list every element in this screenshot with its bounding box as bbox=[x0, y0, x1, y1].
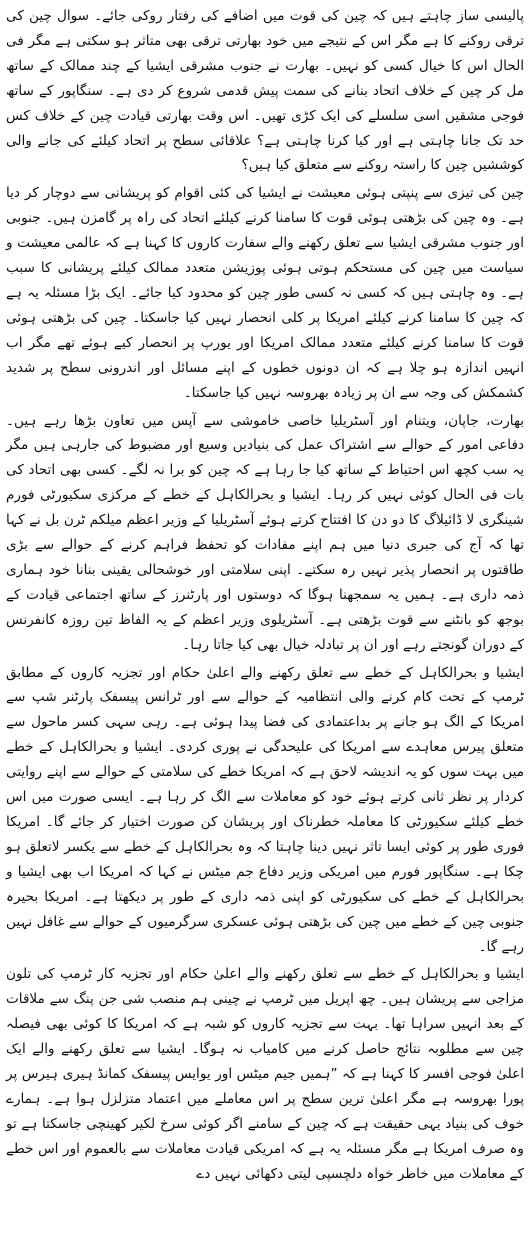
article-paragraph-2: چین کی تیزی سے پنپتی ہوئی معیشت نے ایشیا کی کئی اقوام کو پریشانی سے دوچار کر دیا ہے۔ وہ چین کی بڑھتی ہوئی قوت کا سامنا کرنے کیلئے اتحاد کی راہ پر گامزن ہیں۔ جنوبی اور جنوب مشرقی ایشیا سے تعلق رکھنے والے سفارت کاروں کا کہنا ہے کہ عالمی معیشت و سیاست میں چین کی مستحکم ہوتی ہوئی پوزیشن متعدد ممالک کیلئے پریشانی کا سبب ہے۔ وہ چاہتی ہیں کہ کسی نہ کسی طور چین کو محدود کیا جائے۔ ایک بڑا مسئلہ یہ ہے کہ چین کا سامنا کرنے کیلئے امریکا پر کلی انحصار نہیں کیا جاسکتا۔ چین کی بڑھتی ہوئی قوت کا سامنا کرنے کیلئے متعدد ممالک امریکا اور یورپ پر انحصار کیے ہوئے تھے مگر اب انہیں اندازہ ہو چلا ہے کہ ان دونوں خطوں کے اپنے مسائل اور اندرونی سطح پر شدید کشمکش کی وجہ سے ان پر زیادہ بھروسہ نہیں کیا جاسکتا۔ bbox=[6, 185, 524, 401]
article-paragraph-5: ایشیا و بحرالکاہل کے خطے سے تعلق رکھنے والے اعلیٰ حکام اور تجزیہ کار ٹرمپ کی تلون مزاجی سے پریشان ہیں۔ چھ اپریل میں ٹرمپ نے چینی ہم منصب شی جن پنگ سے ملاقات کے بعد انہیں سراہا تھا۔ بہت سے تجزیہ کاروں کو شبہ ہے کہ امریکا کا کوئی بھی فیصلہ چین سے مطلوبہ نتائج حاصل کرنے میں کامیاب نہ ہوگا۔ ایشیا سے تعلق رکھنے والے ایک اعلیٰ فوجی افسر کا کہنا ہے کہ ”ہمیں جیم میٹس اور یوایس پیسفک کمانڈ ہیری ہیرس پر پورا بھروسہ ہے مگر اعلیٰ ترین سطح پر اس معاملے میں اعتماد متزلزل ہوا ہے۔ ہمارے خوف کی بنیاد یہی حقیقت ہے کہ چین کے سامنے اگر کوئی سرخ لکیر کھینچی جاسکتا ہے تو وہ صرف امریکا ہے مگر مسئلہ یہ ہے کہ امریکی قیادت معاملات سے بالعموم اور اس خطے کے معاملات میں خاطر خواہ دلچسپی لیتی دکھائی نہیں دے bbox=[6, 966, 524, 1182]
article-paragraph-4: ایشیا و بحرالکاہل کے خطے سے تعلق رکھنے والے اعلیٰ حکام اور تجزیہ کاروں کے مطابق ٹرمپ کے تحت کام کرنے والی انتظامیہ کے حوالے سے اور ٹرانس پیسفک پارٹنر شپ سے امریکا کے الگ ہو جانے پر بداعتمادی کی فضا پیدا ہوئی ہے۔ رہی سہی کسر ماحول سے متعلق پیرس معاہدے سے امریکا کی علیحدگی نے پوری کردی۔ ایشیا و بحرالکاہل کے خطے میں بہت سوں کو یہ اندیشہ لاحق ہے کہ امریکا خطے کی سلامتی کے حوالے سے اپنے روایتی کردار پر نظر ثانی کرتے ہوئے خود کو معاملات سے الگ کر رہا ہے۔ ایسی صورت میں اس خطے کیلئے سکیورٹی کا معاملہ خطرناک اور پریشان کن صورت اختیار کر جائے گا۔ امریکا فوری طور پر کوئی ایسا تاثر نہیں دینا چاہتا کہ وہ بحرالکاہل کے خطے سے یکسر لاتعلق ہو چکا ہے۔ سنگاپور فورم میں امریکی وزیر دفاع جم میٹس نے کہا کہ امریکا اب بھی ایشیا و بحرالکاہل کے خطے کی سکیورٹی کو اپنی ذمہ داری کے طور پر دیکھتا ہے۔ امریکا بحیرہ جنوبی چین کے خطے میں چین کی بڑھتی ہوئی عسکری سرگرمیوں کے حوالے سے غافل نہیں رہے گا۔ bbox=[6, 664, 524, 955]
article-paragraph-1: پالیسی ساز چاہتے ہیں کہ چین کی قوت میں اضافے کی رفتار روکی جائے۔ سوال چین کی ترقی روکنے کا ہے مگر اس کے نتیجے میں خود بھارتی ترقی بھی متاثر ہو سکتی ہے مگر فی الحال اس کا خیال کسی کو نہیں۔ بھارت نے جنوب مشرقی ایشیا کے چند ممالک کے ساتھ مل کر چین کے خلاف اتحاد بنانے کی سمت پیش قدمی شروع کر دی ہے۔ سنگاپور کے ساتھ فوجی مشقیں اسی سلسلے کی ایک کڑی تھیں۔ اس وقت بھارتی قیادت چین کے خلاف کس حد تک جانا چاہتی ہے اور کیا کرنا چاہتی ہے؟ علاقائی سطح پر اتحاد کیلئے کی جانے والی کوششیں چین کا راستہ روکنے سے متعلق کیا ہیں؟ bbox=[6, 8, 524, 174]
article-paragraph-3: بھارت، جاپان، ویتنام اور آسٹریلیا خاصی خاموشی سے آپس میں تعاون بڑھا رہے ہیں۔ دفاعی امور کے حوالے سے اشتراک عمل کی بنیادیں وسیع اور مضبوط کی جارہی ہیں مگر یہ سب کچھ اس احتیاط کے ساتھ کیا جا رہا ہے کہ چین کو برا نہ لگے۔ کسی بھی اتحاد کی بات فی الحال کوئی نہیں کر رہا۔ ایشیا و بحرالکاہل کے خطے کے مرکزی سکیورٹی فورم شینگری لا ڈائیلاگ کا دو دن کا افتتاح کرتے ہوئے آسٹریلیا کے وزیر اعظم میلکم ٹرن بل نے کہا تھا کہ آج کی جبری دنیا میں ہم اپنے مفادات کو تحفظ فراہم کرنے کے حوالے سے بڑی طاقتوں پر انحصار پذیر نہیں رہ سکتے۔ اپنی سلامتی اور خوشحالی یقینی بنانا خود ہماری ذمہ داری ہے۔ ہمیں یہ سمجھنا ہوگا کہ دوستوں اور پارٹنرز کے ساتھ اجتماعی قیادت کے بوجھ کو بانٹنے سے قوت بڑھتی ہے۔ آسٹریلوی وزیر اعظم کے یہ الفاظ تین روزہ کانفرنس کے دوران گونجتے رہے اور ان پر تبادلہ خیال بھی کیا جاتا رہا۔ bbox=[6, 412, 524, 653]
